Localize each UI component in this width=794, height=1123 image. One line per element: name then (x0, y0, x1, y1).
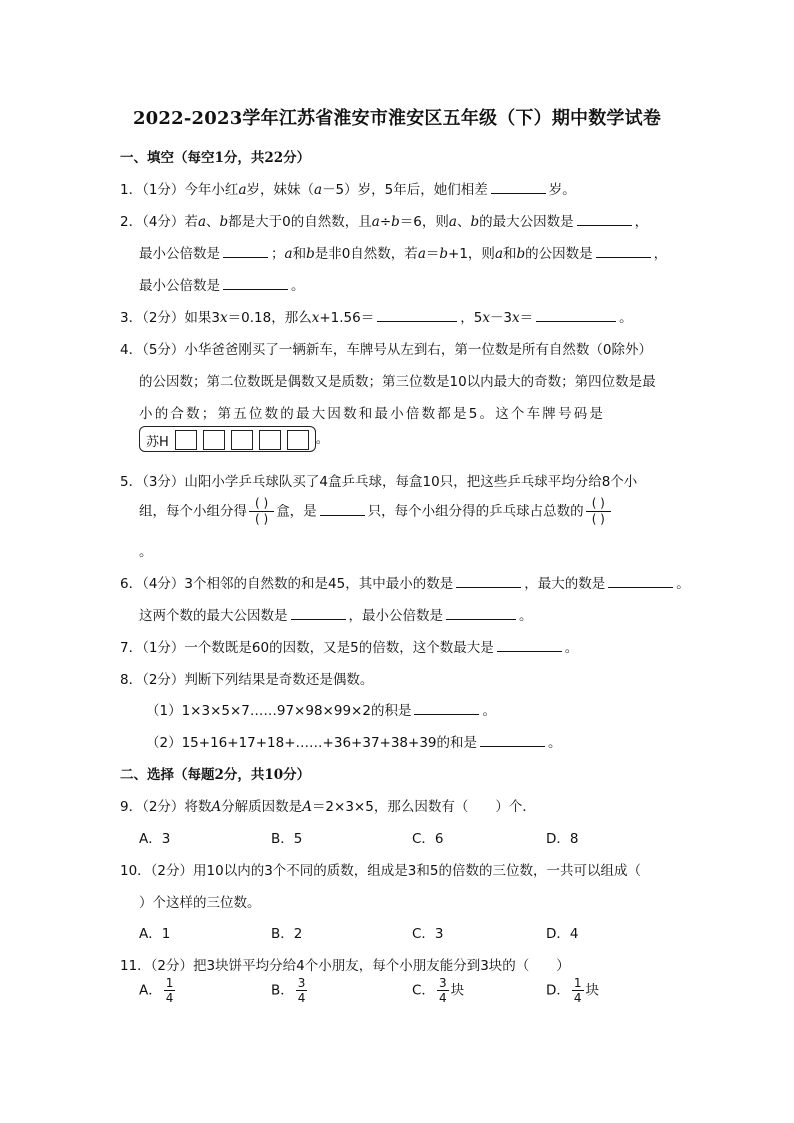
question-7: 7．（1分）一个数既是60的因数，又是5的倍数，这个数最大是 。 (120, 636, 578, 656)
license-plate-row: 苏H 。 (139, 426, 329, 452)
question-10-line-1: 10．（2分）用10以内的3个不同的质数，组成是3和5的倍数的三位数，一共可以组成（ (120, 863, 641, 879)
plate-digit-box[interactable] (259, 430, 281, 450)
fraction: $\frac{1}{4}$ (165, 976, 174, 1005)
question-1: 1．（1分）今年小红a岁，妹妹（a－5）岁，5年后，她们相差 岁。 (120, 178, 576, 198)
option-b[interactable]: B．5 (271, 831, 303, 847)
section-fill-in: 一、填空（每空1分，共22分） (120, 150, 311, 166)
question-8-part-2: （2）15+16+17+18+……+36+37+38+39的和是 。 (146, 731, 562, 751)
fraction: $\frac{3}{4}$ (438, 976, 447, 1005)
answer-blank[interactable] (446, 605, 516, 620)
option-c[interactable]: C．3 (412, 926, 444, 942)
plate-digit-box[interactable] (175, 430, 197, 450)
question-4-line-1: 4．（5分）小华爸爸刚买了一辆新车，车牌号从左到右，第一位数是所有自然数（0除外） (120, 342, 653, 358)
answer-blank[interactable] (480, 732, 545, 747)
question-2-line-3: 最小公倍数是 。 (139, 274, 305, 294)
fraction-blank[interactable]: $\frac{( )}{( )}$ (249, 496, 274, 527)
question-2-line-1: 2．（4分）若a、b都是大于0的自然数，且a÷b＝6，则a、b的最大公因数是 ， (120, 210, 648, 230)
question-3: 3．（2分）如果3x＝0.18，那么x+1.56＝ ，5x－3x＝ 。 (120, 306, 633, 326)
plate-digit-box[interactable] (287, 430, 309, 450)
option-d[interactable]: D．8 (546, 831, 579, 847)
answer-blank[interactable] (491, 179, 546, 194)
license-plate: 苏H (139, 426, 316, 452)
answer-blank[interactable] (536, 307, 616, 322)
option-a[interactable]: A．1 (139, 926, 171, 942)
option-c[interactable]: C．6 (412, 831, 444, 847)
section-multiple-choice: 二、选择（每题2分，共10分） (120, 767, 311, 783)
answer-blank[interactable] (596, 243, 651, 258)
question-4-line-3: 小的合数；第五位数的最大因数和最小倍数都是5。这个车牌号码是 (139, 406, 606, 422)
fraction: $\frac{3}{4}$ (297, 976, 306, 1005)
question-6-line-2: 这两个数的最大公因数是 ，最小公倍数是 。 (139, 604, 533, 624)
answer-blank[interactable] (320, 501, 365, 516)
answer-blank[interactable] (291, 605, 346, 620)
question-8: 8．（2分）判断下列结果是奇数还是偶数。 (120, 672, 374, 688)
answer-blank[interactable] (577, 211, 632, 226)
option-d[interactable]: D．4 (546, 926, 579, 942)
question-4-line-2: 的公因数；第二位数既是偶数又是质数；第三位数是10以内最大的奇数；第四位数是最 (139, 374, 656, 390)
answer-blank[interactable] (497, 637, 562, 652)
answer-blank[interactable] (456, 573, 521, 588)
page-title: 2022-2023学年江苏省淮安市淮安区五年级（下）期中数学试卷 (132, 108, 662, 129)
question-5-line-2: 组，每个小组分得 $\frac{( )}{( )}$ 盒，是 只，每个小组分得的乒乓球占总数的 $\frac{( )}{( )}$ (139, 496, 613, 527)
question-2-line-2: 最小公倍数是 ；a和b是非0自然数，若a＝b+1，则a和b的公因数是 ， (139, 242, 667, 262)
question-9: 9．（2分）将数A分解质因数是A＝2×3×5，那么因数有（ ）个． (120, 799, 536, 815)
question-11: 11．（2分）把3块饼平均分给4个小朋友，每个小朋友能分到3块的（ ） (120, 958, 570, 974)
answer-blank[interactable] (608, 573, 673, 588)
question-8-part-1: （1）1×3×5×7……97×98×99×2的积是 。 (146, 699, 496, 719)
question-10-line-2: ）个这样的三位数。 (139, 895, 261, 911)
option-d[interactable]: D． $\frac{1}{4}$ 块 (546, 976, 600, 1005)
question-5-line-1: 5．（3分）山阳小学乒乓球队买了4盒乒乓球，每盒10只，把这些乒乓球平均分给8个小 (120, 474, 638, 490)
plate-digit-box[interactable] (203, 430, 225, 450)
answer-blank[interactable] (414, 700, 479, 715)
option-a[interactable]: A．3 (139, 831, 171, 847)
question-5-line-3: 。 (139, 544, 153, 560)
question-6-line-1: 6．（4分）3个相邻的自然数的和是45，其中最小的数是 ，最大的数是 。 (120, 572, 690, 592)
fraction: $\frac{1}{4}$ (573, 976, 582, 1005)
answer-blank[interactable] (223, 243, 268, 258)
option-a[interactable]: A． $\frac{1}{4}$ (139, 976, 174, 1005)
answer-blank[interactable] (223, 275, 288, 290)
option-b[interactable]: B．2 (271, 926, 303, 942)
plate-digit-box[interactable] (231, 430, 253, 450)
answer-blank[interactable] (377, 307, 457, 322)
option-c[interactable]: C． $\frac{3}{4}$ 块 (412, 976, 465, 1005)
fraction-blank[interactable]: $\frac{( )}{( )}$ (586, 496, 611, 527)
option-b[interactable]: B． $\frac{3}{4}$ (271, 976, 306, 1005)
